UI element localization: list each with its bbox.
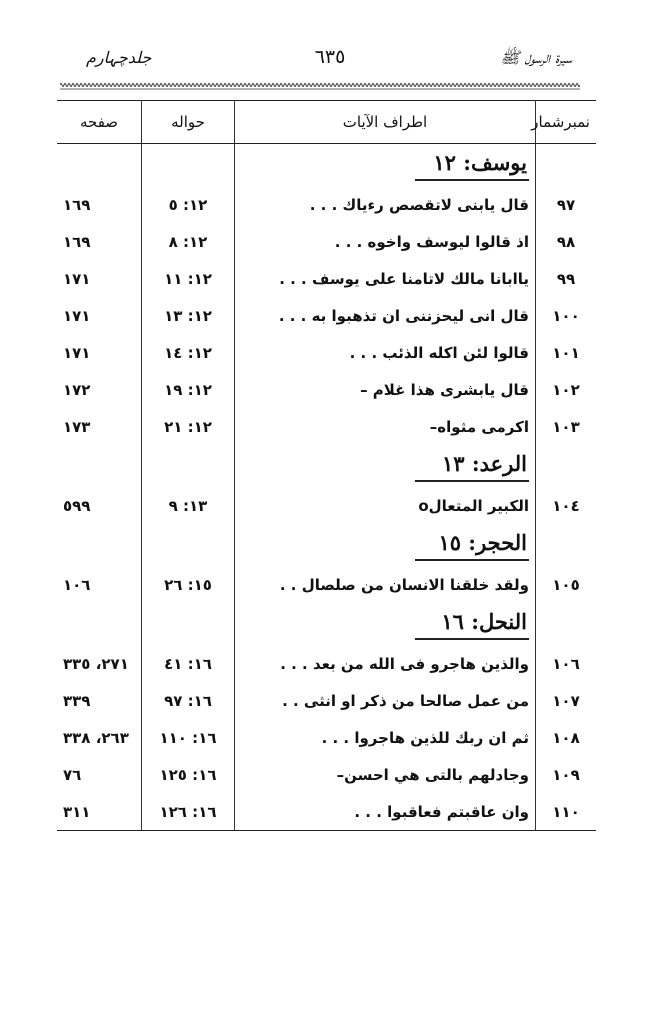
volume-label: جلدچہارم [86, 48, 152, 67]
row-number-cell: ١٠٤ [536, 487, 597, 524]
table-row [57, 297, 596, 334]
row-number-cell: ١٠٨ [536, 719, 597, 756]
reference-cell: ١٣: ٩ [142, 487, 235, 524]
section-title-cell [235, 445, 536, 487]
table-row [57, 487, 596, 524]
section-title-cell [235, 144, 536, 187]
table-row [57, 371, 596, 408]
page-cell: ١٧٢ [63, 380, 91, 399]
table-header [57, 101, 596, 144]
surah-heading: الرعد: ١٣ [415, 451, 529, 482]
verse-text-cell: والذين هاجرو فى الله من بعد . . . [235, 645, 536, 682]
verse-text-cell: اذ قالوا ليوسف واخوه . . . [235, 223, 536, 260]
header-wavy-divider [60, 82, 580, 90]
section-number-cell [536, 603, 597, 645]
verse-text-cell: ثم ان ربك للذين هاجروا . . . [235, 719, 536, 756]
verse-text-cell: قالوا لئن اكله الذئب . . . [235, 334, 536, 371]
row-number-cell: ١٠٦ [536, 645, 597, 682]
reference-cell: ١٢: ١٣ [142, 297, 235, 334]
page-cell: ٣٣٩ [63, 691, 91, 710]
reference-cell: ١٢: ٥ [142, 186, 235, 223]
row-number-cell: ١٠٧ [536, 682, 597, 719]
section-page-cell [57, 603, 142, 645]
reference-cell: ١٦: ٩٧ [142, 682, 235, 719]
row-number-cell: ١٠٠ [536, 297, 597, 334]
section-row [57, 524, 596, 566]
table-row [57, 408, 596, 445]
section-title-cell [235, 524, 536, 566]
verses-index-table [57, 100, 596, 831]
page-cell: ٥٩٩ [63, 496, 91, 515]
section-reference-cell [142, 603, 235, 645]
table-row [57, 260, 596, 297]
verse-text-cell: قال يابشرى هذا غلام – [235, 371, 536, 408]
page-cell: ١٧١ [63, 343, 91, 362]
section-page-cell [57, 524, 142, 566]
reference-cell: ١٢: ١٩ [142, 371, 235, 408]
reference-cell: ١٦: ١١٠ [142, 719, 235, 756]
surah-heading: النحل: ١٦ [415, 609, 529, 640]
page-cell: ٢٦٣، ٣٣٨ [63, 728, 129, 747]
row-number-cell: ١٠٣ [536, 408, 597, 445]
section-number-cell [536, 445, 597, 487]
table-row [57, 566, 596, 603]
row-number-cell: ١١٠ [536, 793, 597, 831]
row-number-cell: ٩٩ [536, 260, 597, 297]
verse-text-cell: قال يابنى لاتقصص رءياك . . . [235, 186, 536, 223]
reference-cell: ١٢: ١١ [142, 260, 235, 297]
table-row [57, 186, 596, 223]
verse-text-cell: وان عاقبتم فعاقبوا . . . [235, 793, 536, 831]
verse-text-cell: ياابانا مالك لاتامنا على يوسف . . . [235, 260, 536, 297]
column-header-number: نمبرشمار [536, 101, 597, 144]
row-number-cell: ١٠٥ [536, 566, 597, 603]
surah-heading: الحجر: ١٥ [415, 530, 529, 561]
section-row [57, 445, 596, 487]
page-cell: ٣١١ [57, 793, 142, 831]
page-cell: ١٦٩ [63, 195, 91, 214]
reference-cell: ١٦: ١٢٥ [142, 756, 235, 793]
table-row [57, 682, 596, 719]
section-row [57, 603, 596, 645]
table-row [57, 334, 596, 371]
column-header-page: صفحه [57, 101, 142, 144]
table-body [57, 144, 596, 831]
verse-text-cell: قال انى ليحزننى ان تذهبوا به . . . [235, 297, 536, 334]
reference-cell: ١٦: ١٢٦ [142, 793, 235, 831]
section-reference-cell [142, 445, 235, 487]
verse-text-cell: ولقد خلقنا الانسان من صلصال . . [235, 566, 536, 603]
reference-cell: ١٢: ٢١ [142, 408, 235, 445]
page-cell: ١٧٣ [63, 417, 91, 436]
row-number-cell: ٩٨ [536, 223, 597, 260]
verse-text-cell: وجادلهم بالتى هي احسن– [235, 756, 536, 793]
page-cell: ١٦٩ [63, 232, 91, 251]
page-cell: ١٠٦ [63, 575, 91, 594]
table-row [57, 793, 596, 831]
row-number-cell: ١٠٢ [536, 371, 597, 408]
page-cell: ٢٧١، ٣٣٥ [63, 654, 129, 673]
page-number: ٦٣٥ [314, 46, 346, 68]
column-header-reference: حواله [142, 101, 235, 144]
book-title: سیرۃ الرسول ﷺ [500, 48, 572, 67]
section-page-cell [57, 445, 142, 487]
reference-cell: ١٢: ٨ [142, 223, 235, 260]
section-reference-cell [142, 524, 235, 566]
verse-text-cell: الكبير المتعالo [235, 487, 536, 524]
row-number-cell: ٩٧ [536, 186, 597, 223]
page-cell: ١٧١ [63, 269, 91, 288]
table-row [57, 223, 596, 260]
page-cell: ١٧١ [63, 306, 91, 325]
section-page-cell [57, 144, 142, 187]
section-reference-cell [142, 144, 235, 187]
verse-text-cell: اكرمى مثواه– [235, 408, 536, 445]
section-row [57, 144, 596, 187]
reference-cell: ١٥: ٢٦ [142, 566, 235, 603]
reference-cell: ١٦: ٤١ [142, 645, 235, 682]
section-title-cell [235, 603, 536, 645]
section-number-cell [536, 524, 597, 566]
section-number-cell [536, 144, 597, 187]
page-cell: ٧٦ [63, 765, 82, 784]
table-row [57, 719, 596, 756]
surah-heading: يوسف: ١٢ [415, 150, 529, 181]
table-row [57, 645, 596, 682]
row-number-cell: ١٠١ [536, 334, 597, 371]
verse-text-cell: من عمل صالحا من ذكر او انثى . . [235, 682, 536, 719]
table-row [57, 756, 596, 793]
column-header-verses: اطراف الآیات [235, 101, 536, 144]
reference-cell: ١٢: ١٤ [142, 334, 235, 371]
row-number-cell: ١٠٩ [536, 756, 597, 793]
